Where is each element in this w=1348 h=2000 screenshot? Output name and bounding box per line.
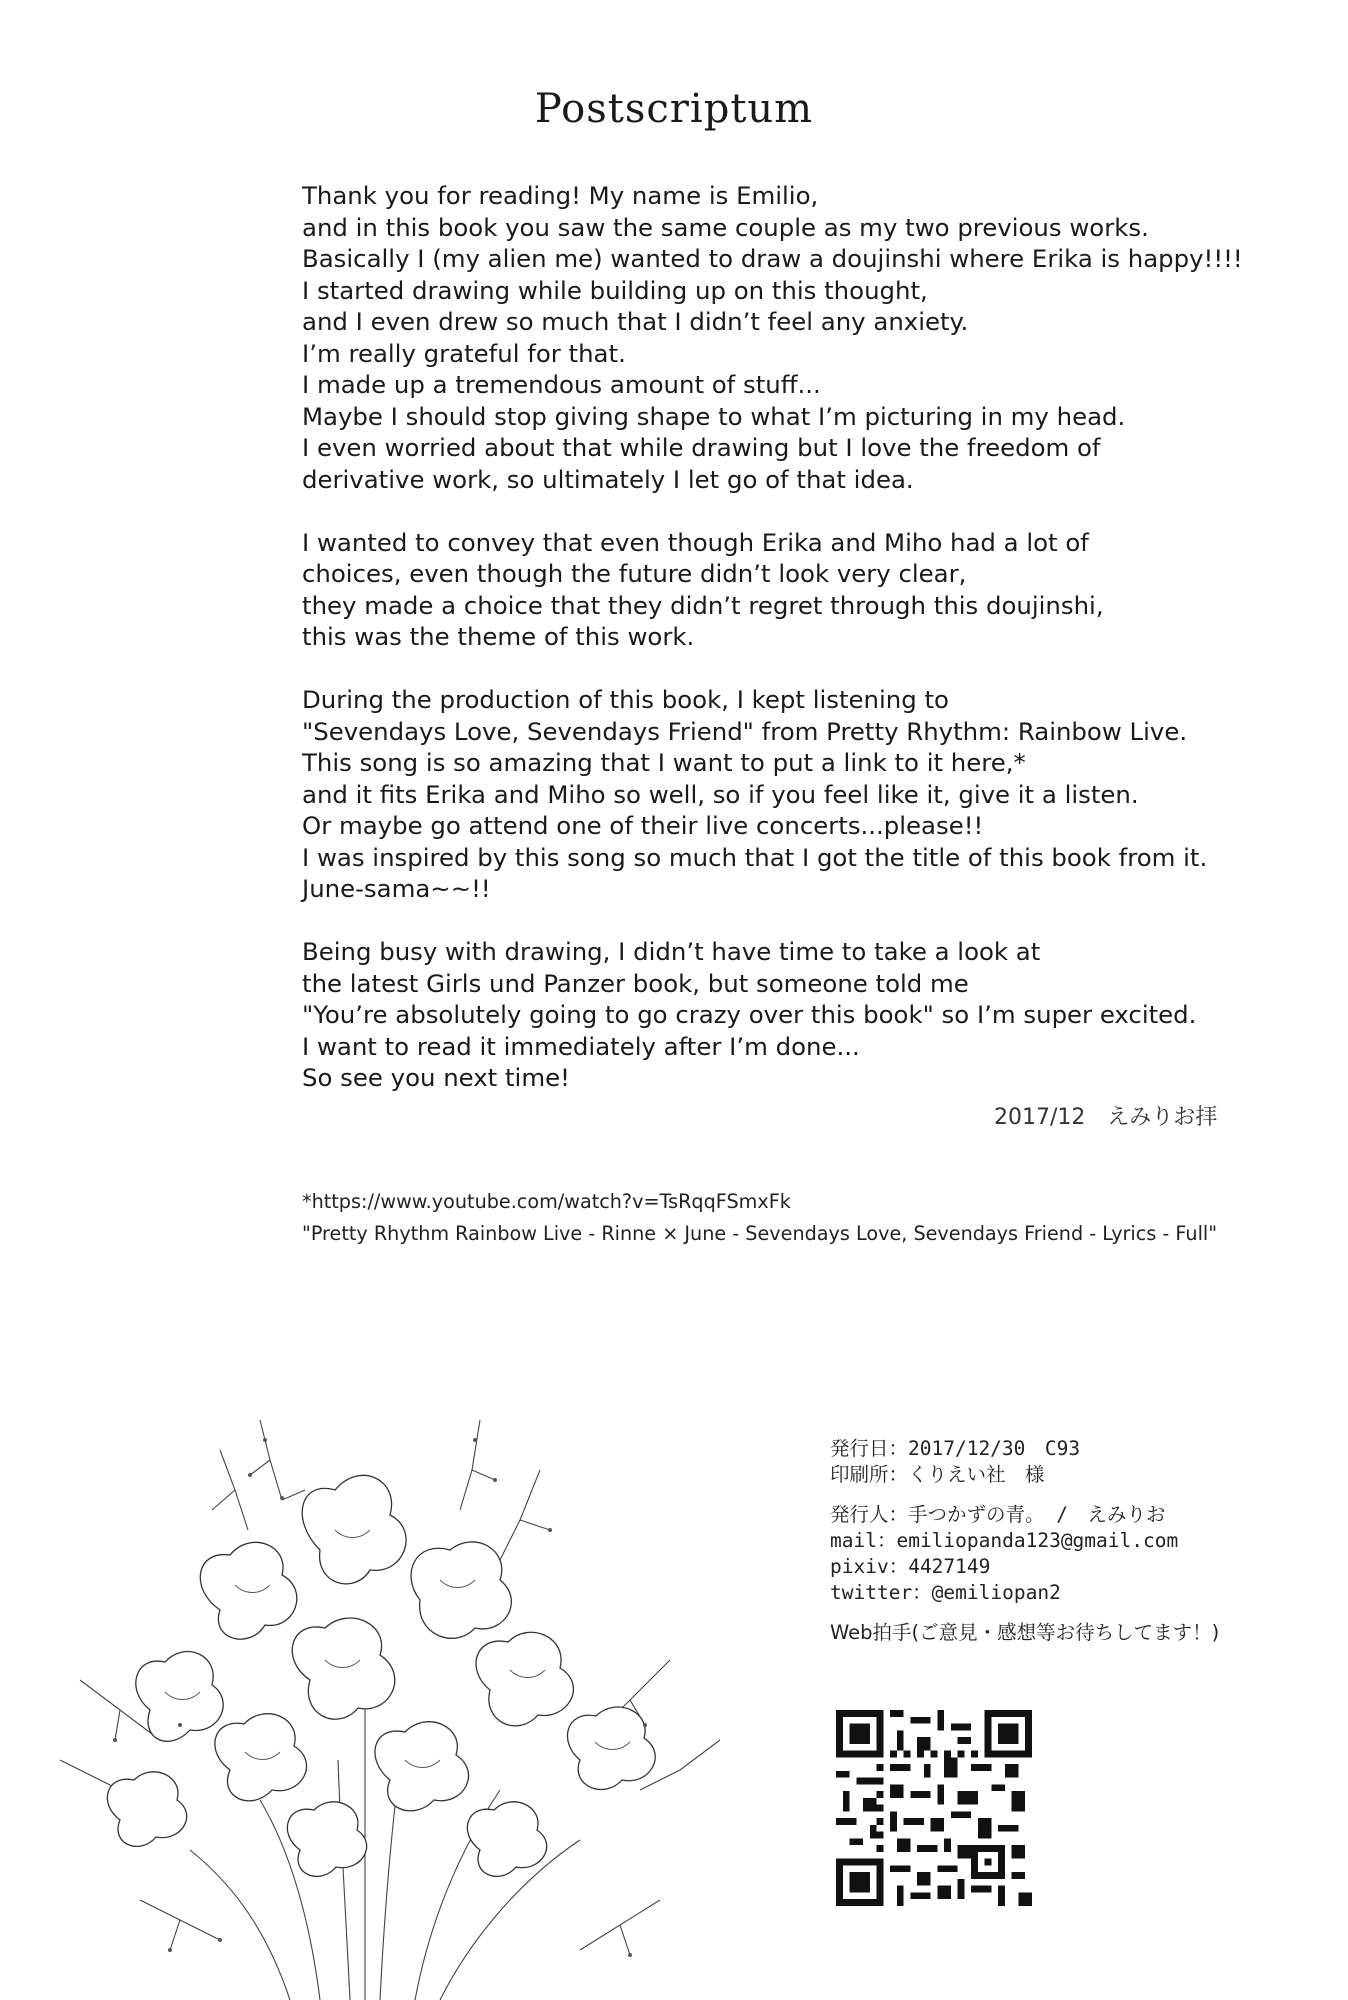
postscript-body: [302, 180, 1302, 1125]
text-line: This song is so amazing that I want to put a link to it here,*: [302, 748, 1026, 777]
text-line: and in this book you saw the same couple as my two previous works.: [302, 212, 1149, 242]
web-clap-note: Web拍手(ご意見・感想等お待ちしてます！): [830, 1621, 1220, 1644]
text-line: So see you next time!: [302, 1063, 570, 1092]
text-line: they made a choice that they didn’t regret through this doujinshi,: [302, 590, 1104, 620]
printer: 印刷所：くりえい社 様: [830, 1463, 1045, 1486]
issue-date: 発行日：2017/12/30 C93: [830, 1437, 1081, 1460]
text-line: June-sama~~!!: [302, 874, 491, 903]
paragraph-3: [302, 684, 1302, 905]
text-line: Or maybe go attend one of their live concerts...please!!: [302, 811, 984, 840]
text-line: "You’re absolutely going to go crazy over this book" so I’m super excited.: [302, 1000, 1197, 1029]
song-caption: "Pretty Rhythm Rainbow Live - Rinne × June - Sevendays Love, Sevendays Friend - Lyrics - Full": [302, 1222, 1218, 1245]
text-line: I wanted to convey that even though Erika and Miho had a lot of: [302, 527, 1089, 557]
text-line: I was inspired by this song so much that I got the title of this book from it.: [302, 842, 1208, 872]
text-line: the latest Girls und Panzer book, but someone told me: [302, 968, 969, 998]
sweet-pea-flowers-drawing: [20, 1380, 780, 2000]
contact-mail[interactable]: mail：emiliopanda123@gmail.com: [830, 1529, 1179, 1552]
text-line: and it fits Erika and Miho so well, so if you feel like it, give it a listen.: [302, 779, 1139, 809]
qr-code-icon[interactable]: [836, 1710, 1032, 1906]
text-line: During the production of this book, I kept listening to: [302, 685, 949, 714]
page-title: Postscriptum: [534, 86, 814, 132]
contact-twitter: twitter：@emiliopan2: [830, 1581, 1061, 1604]
youtube-link[interactable]: *https://www.youtube.com/watch?v=TsRqqFSmxFk: [302, 1190, 791, 1213]
signature-date: 2017/12 えみりお拝: [994, 1105, 1218, 1130]
song-link-note: [302, 1186, 1217, 1250]
text-line: Maybe I should stop giving shape to what I’m picturing in my head.: [302, 401, 1126, 431]
text-line: this was the theme of this work.: [302, 622, 695, 651]
contact-pixiv: pixiv：4427149: [830, 1555, 991, 1578]
text-line: I’m really grateful for that.: [302, 338, 626, 368]
text-line: I started drawing while building up on this thought,: [302, 275, 928, 305]
text-line: Being busy with drawing, I didn’t have time to take a look at: [302, 937, 1041, 966]
text-line: choices, even though the future didn’t look very clear,: [302, 559, 967, 588]
text-line: I want to read it immediately after I’m done...: [302, 1031, 860, 1061]
text-line: I even worried about that while drawing but I love the freedom of: [302, 433, 1101, 462]
paragraph-2: [302, 527, 1302, 653]
publisher: 発行人：手つかずの青。 / えみりお: [830, 1503, 1166, 1526]
text-line: and I even drew so much that I didn’t feel any anxiety.: [302, 307, 969, 336]
text-line: Thank you for reading! My name is Emilio,: [302, 181, 819, 210]
text-line: derivative work, so ultimately I let go of that idea.: [302, 464, 914, 494]
text-line: "Sevendays Love, Sevendays Friend" from Pretty Rhythm: Rainbow Live.: [302, 716, 1188, 746]
colophon: [830, 1436, 1219, 1646]
paragraph-1: [302, 180, 1302, 495]
paragraph-4: [302, 936, 1302, 1094]
text-line: Basically I (my alien me) wanted to draw a doujinshi where Erika is happy!!!!: [302, 244, 1243, 273]
text-line: I made up a tremendous amount of stuff...: [302, 370, 821, 399]
